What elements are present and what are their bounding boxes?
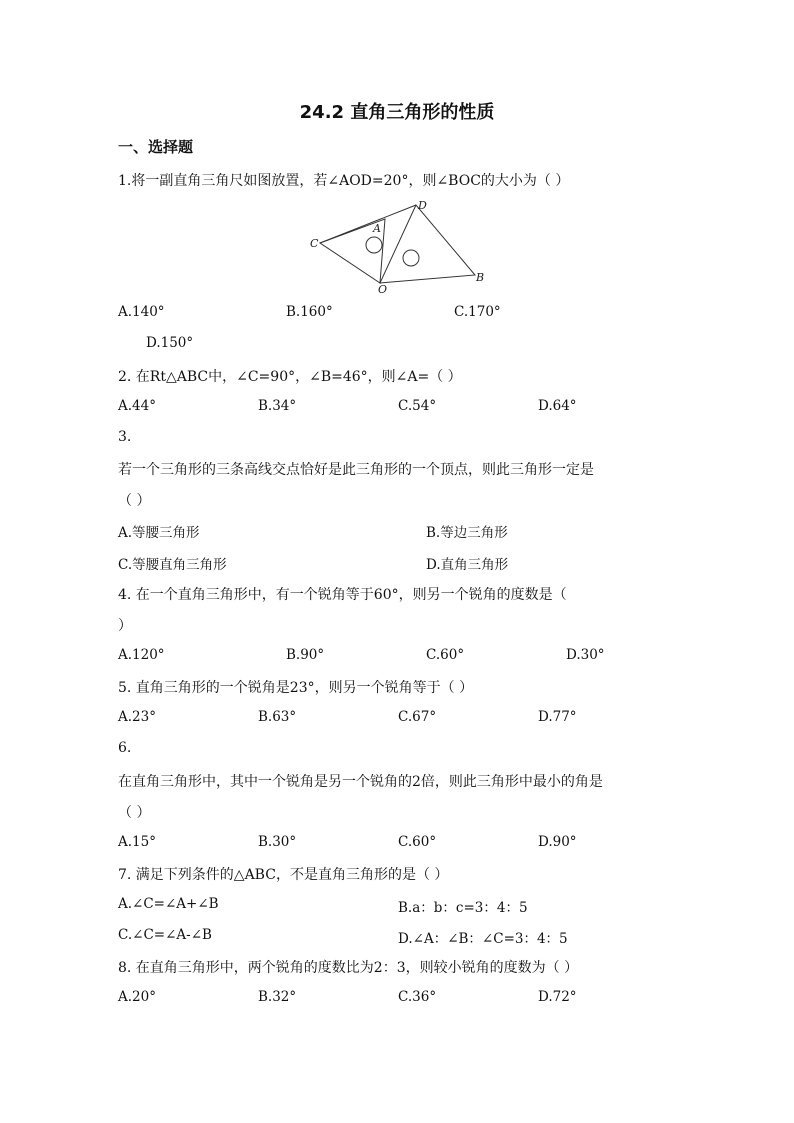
q6-option-a[interactable]: A.15° xyxy=(118,834,156,850)
triangle-dob xyxy=(380,205,475,283)
question-4-stem-cont: ） xyxy=(118,618,132,634)
q5-option-c[interactable]: C.67° xyxy=(398,709,437,725)
question-6-stem: 在直角三角形中，其中一个锐角是另一个锐角的2倍，则此三角形中最小的角是 xyxy=(118,774,603,790)
q8-option-a[interactable]: A.20° xyxy=(118,989,156,1005)
ruler-hole-right xyxy=(403,250,419,266)
q5-option-b[interactable]: B.63° xyxy=(258,709,297,725)
question-7-stem: 7. 满足下列条件的△ABC，不是直角三角形的是（ ） xyxy=(118,867,449,883)
q2-option-d[interactable]: D.64° xyxy=(538,398,577,414)
q7-option-a[interactable]: A.∠C=∠A+∠B xyxy=(118,896,219,912)
q7-option-c[interactable]: C.∠C=∠A-∠B xyxy=(118,927,212,943)
q1-option-c[interactable]: C.170° xyxy=(454,304,501,320)
page-title: 24.2 直角三角形的性质 xyxy=(299,102,495,123)
q4-option-a[interactable]: A.120° xyxy=(118,647,165,663)
question-8-stem: 8. 在直角三角形中，两个锐角的度数比为2：3，则较小锐角的度数为（ ） xyxy=(118,960,579,976)
question-2-stem: 2. 在Rt△ABC中，∠C=90°，∠B=46°，则∠A=（ ） xyxy=(118,369,462,385)
q6-option-b[interactable]: B.30° xyxy=(258,834,297,850)
label-c: C xyxy=(310,237,319,250)
q3-option-d[interactable]: D.直角三角形 xyxy=(426,557,509,573)
q7-option-b[interactable]: B.a：b：c=3：4：5 xyxy=(398,900,528,916)
q8-option-d[interactable]: D.72° xyxy=(538,989,577,1005)
label-a: A xyxy=(373,222,381,235)
q2-option-c[interactable]: C.54° xyxy=(398,398,437,414)
q3-option-b[interactable]: B.等边三角形 xyxy=(426,525,508,541)
q4-option-b[interactable]: B.90° xyxy=(286,647,325,663)
label-o: O xyxy=(378,283,388,295)
q6-option-c[interactable]: C.60° xyxy=(398,834,437,850)
ruler-hole-left xyxy=(366,237,382,253)
q6-option-d[interactable]: D.90° xyxy=(538,834,577,850)
q8-option-c[interactable]: C.36° xyxy=(398,989,437,1005)
q1-option-a[interactable]: A.140° xyxy=(118,304,165,320)
q3-option-c[interactable]: C.等腰直角三角形 xyxy=(118,557,227,573)
q5-option-d[interactable]: D.77° xyxy=(538,709,577,725)
q4-option-d[interactable]: D.30° xyxy=(566,647,605,663)
question-3-stem-cont: （ ） xyxy=(118,493,151,509)
q7-option-d[interactable]: D.∠A：∠B：∠C=3：4：5 xyxy=(398,931,568,947)
question-3-number: 3. xyxy=(118,429,132,445)
q4-option-c[interactable]: C.60° xyxy=(426,647,465,663)
q8-option-b[interactable]: B.32° xyxy=(258,989,297,1005)
q1-option-b[interactable]: B.160° xyxy=(286,304,333,320)
triangle-rulers-figure xyxy=(300,195,500,295)
question-4-stem: 4. 在一个直角三角形中，有一个锐角等于60°，则另一个锐角的度数是（ xyxy=(118,587,567,603)
question-3-stem: 若一个三角形的三条高线交点恰好是此三角形的一个顶点，则此三角形一定是 xyxy=(118,462,594,478)
label-b: B xyxy=(476,271,485,284)
q5-option-a[interactable]: A.23° xyxy=(118,709,156,725)
q2-option-b[interactable]: B.34° xyxy=(258,398,297,414)
q2-option-a[interactable]: A.44° xyxy=(118,398,156,414)
q3-option-a[interactable]: A.等腰三角形 xyxy=(118,525,200,541)
label-d: D xyxy=(418,199,427,212)
question-6-number: 6. xyxy=(118,740,132,756)
section-heading: 一、选择题 xyxy=(118,138,194,156)
question-5-stem: 5. 直角三角形的一个锐角是23°，则另一个锐角等于（ ） xyxy=(118,680,474,696)
question-6-stem-cont: （ ） xyxy=(118,805,151,821)
q1-option-d[interactable]: D.150° xyxy=(146,335,194,351)
question-1-stem: 1.将一副直角三角尺如图放置，若∠AOD=20°，则∠BOC的大小为（ ） xyxy=(118,173,570,189)
